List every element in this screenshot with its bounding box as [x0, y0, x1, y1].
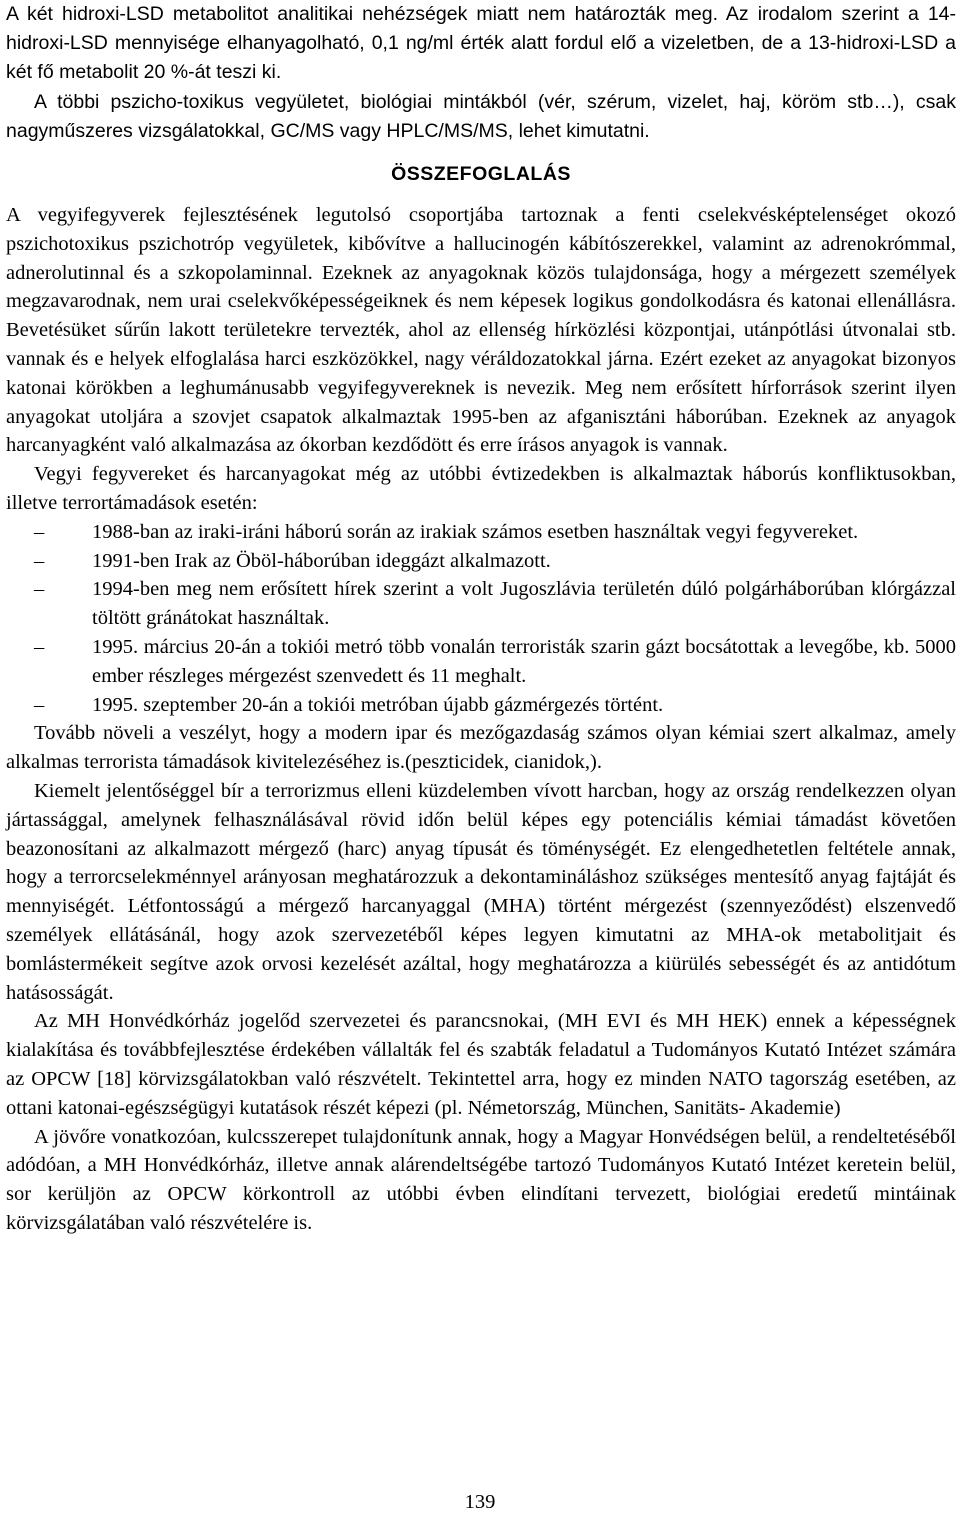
document-page — [6, 0, 956, 1238]
list-item — [6, 518, 956, 547]
list-item — [6, 575, 956, 633]
list-item-text: 1988-ban az iraki-iráni háború során az irakiak számos esetben használtak vegyi fegyvereket. — [92, 520, 859, 543]
list-item — [6, 691, 956, 720]
list-item-text: 1995. március 20-án a tokiói metró több vonalán terroristák szarin gázt bocsátottak a levegőbe, kb. 5000 ember részleges mérgezést szenvedett és 11 meghalt. — [92, 635, 956, 687]
list-item — [6, 547, 956, 576]
summary-paragraph-4: Kiemelt jelentőséggel bír a terrorizmus elleni küzdelemben vívott harcban, hogy az ország rendelkezzen olyan jártassággal, amelynek felhasználásával rövid időn belül képes egy potenciális kémiai támadást követően beazonosítani az alkalmazott mérgező (harc) anyag típusát és töménységét. Ez elengedhetetlen feltétele annak, hogy a terrorcselekménnyel arányosan meghatározzuk a dekontamináláshoz szükséges mentesítő anyag fajtáját és mennyiségét. Létfontosságú a mérgező harcanyaggal (MHA) történt mérgezést (szennyeződést) elszenvedő személyek ellátásánál, hogy azok szervezetéből képes legyen kimutatni az MHA-ok metabolitjait és bomlástermékeit segítve azok orvosi kezelését azáltal, hogy meghatározza a kiürülés sebességét és az antidótum hatásosságát. — [6, 779, 956, 1004]
dash-bullet: – — [34, 693, 45, 716]
list-item-text: 1991-ben Irak az Öböl-háborúban ideggázt alkalmazott. — [92, 549, 551, 572]
intro-paragraph-2: A többi pszicho-toxikus vegyületet, biológiai mintákból (vér, szérum, vizelet, haj, köröm stb…), csak nagyműszeres vizsgálatokkal, GC/MS vagy HPLC/MS/MS, lehet kimutatni. — [6, 90, 956, 142]
dash-bullet: – — [34, 520, 45, 543]
list-item-text: 1995. szeptember 20-án a tokiói metróban újabb gázmérgezés történt. — [92, 693, 664, 716]
section-heading: ÖSSZEFOGLALÁS — [391, 163, 571, 186]
list-item — [6, 633, 956, 691]
intro-paragraph-1: A két hidroxi-LSD metabolitot analitikai nehézségek miatt nem határozták meg. Az irodalom szerint a 14-hidroxi-LSD mennyisége elhanyagolható, 0,1 ng/ml érték alatt fordul elő a vizeletben, de a 13-hidroxi-LSD a két fő metabolit 20 %-át teszi ki. — [6, 3, 956, 84]
summary-paragraph-6: A jövőre vonatkozóan, kulcsszerepet tulajdonítunk annak, hogy a Magyar Honvédségen belül, a rendeltetéséből adódóan, a MH Honvédkórház, illetve annak alárendeltségébe tartozó Tudományos Kutató Intézet keretein belül, sor kerüljön az OPCW körkontroll az utóbbi évben elindítani tervezett, biológiai eredetű mintáinak körvizsgálatában való részvételére is. — [6, 1125, 956, 1234]
summary-paragraph-5: Az MH Honvédkórház jogelőd szervezetei és parancsnokai, (MH EVI és MH HEK) ennek a képességnek kialakítása és továbbfejlesztése érdekében vállalták fel és szabták feladatul a Tudományos Kutató Intézet számára az OPCW [18] körvizsgálatokban való részvételt. Tekintettel arra, hogy ez minden NATO tagország esetében, az ottani katonai-egészségügyi kutatások részét képezi (pl. Németország, München, Sanitäts- Akademie) — [6, 1010, 956, 1119]
dash-bullet: – — [34, 635, 45, 658]
summary-paragraph-2: Vegyi fegyvereket és harcanyagokat még az utóbbi évtizedekben is alkalmaztak háborús konfliktusokban, illetve terrortámadások esetén: — [6, 463, 956, 514]
dash-bullet: – — [34, 578, 45, 601]
dash-bullet: – — [34, 549, 45, 572]
list-item-text: 1994-ben meg nem erősített hírek szerint a volt Jugoszlávia területén dúló polgárháborúban klórgázzal töltött gránátokat használtak. — [92, 578, 956, 630]
summary-paragraph-1: A vegyifegyverek fejlesztésének legutolsó csoportjába tartoznak a fenti cselekvésképtelenséget okozó pszichotoxikus pszichotróp vegyületek, kibővítve a hallucinogén kábítószerekkel, valamint az adrenokrómmal, adnerolutinnal és a szkopolaminnal. Ezeknek az anyagoknak közös tulajdonsága, hogy a mérgezett személyek megzavarodnak, nem urai cselekvőképességeiknek és nem képesek logikus gondolkodásra és katonai ellenállásra. Bevetésüket sűrűn lakott területekre tervezték, ahol az ellenség hírközlési központjai, utánpótlási útvonalai stb. vannak és e helyek elfoglalása harci eszközökkel, nagy véráldozatokkal járna. Ezért ezeket az anyagokat bizonyos katonai körökben a leghumánusabb vegyifegyvereknek is nevezik. Meg nem erősített hírforrások szerint ilyen anyagokat utoljára a szovjet csapatok alkalmaztak 1995-ben az afganisztáni háborúban. Ezeknek az anyagok harcanyagként való alkalmazása az ókorban kezdődött és erre írásos anyagok is vannak. — [6, 204, 956, 457]
incident-list — [6, 518, 956, 720]
summary-paragraph-3: Tovább növeli a veszélyt, hogy a modern ipar és mezőgazdaság számos olyan kémiai szert alkalmaz, amely alkalmas terrorista támadások kivitelezéséhez is.(peszticidek, cianidok,). — [6, 722, 956, 774]
page-number: 139 — [464, 1491, 496, 1513]
